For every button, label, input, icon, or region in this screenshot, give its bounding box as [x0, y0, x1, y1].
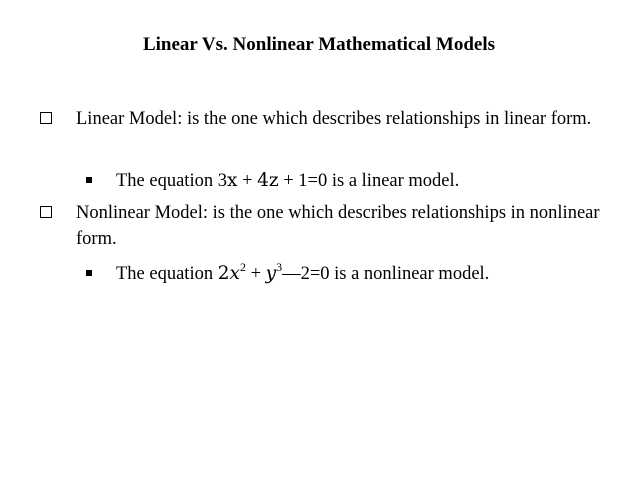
bullet-text: Linear Model: is the one which describes relationships in linear form.	[76, 109, 592, 129]
slide-title: Linear Vs. Nonlinear Mathematical Models	[142, 34, 495, 55]
sub-bullet-linear-example	[86, 168, 606, 194]
bullet-nonlinear-model	[40, 200, 600, 252]
sub-bullet-text: The equation $2x^2$ + $y^3—2=0$ is a nonlinear model.	[116, 260, 490, 284]
checkbox-bullet-icon	[40, 112, 52, 124]
sub-bullet-nonlinear-example	[86, 261, 606, 287]
square-bullet-icon	[86, 177, 92, 183]
bullet-linear-model	[40, 106, 600, 132]
checkbox-bullet-icon	[40, 206, 52, 218]
sub-bullet-text: The equation 3x + 4z + 1=0 is a linear model.	[116, 170, 460, 191]
square-bullet-icon	[86, 270, 92, 276]
bullet-text: Nonlinear Model: is the one which describes relationships in nonlinear form.	[76, 203, 600, 249]
